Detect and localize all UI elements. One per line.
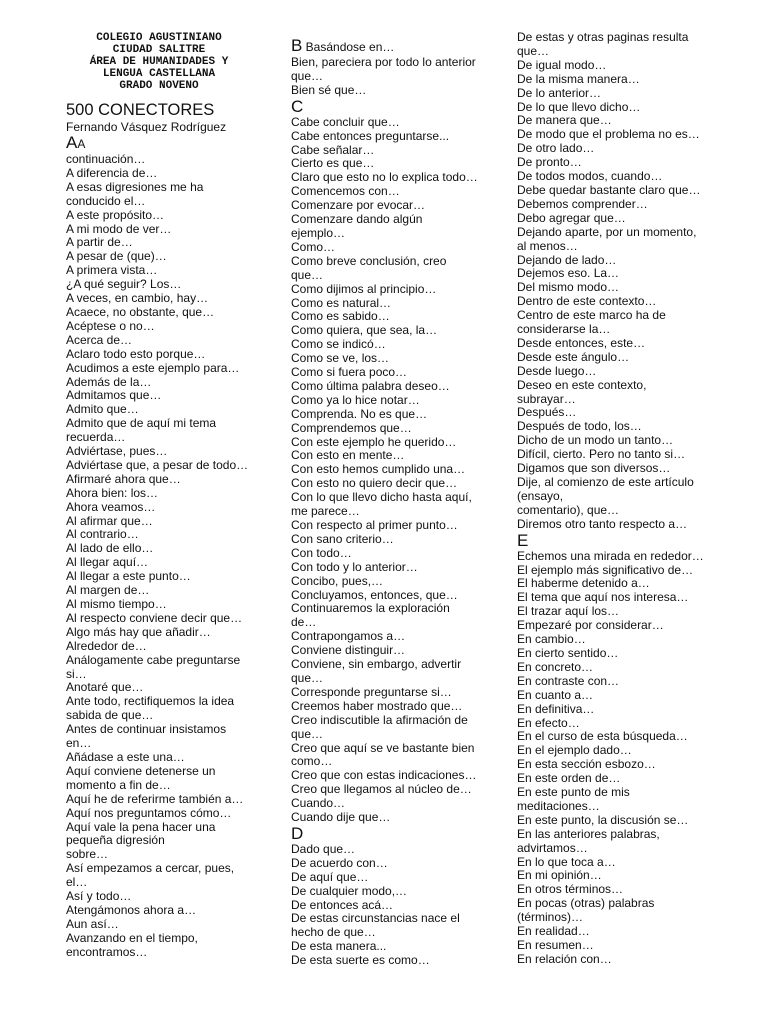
connector-item: Creo que con estas indicaciones… xyxy=(291,768,477,783)
connector-item: Dejando aparte, por un momento, xyxy=(517,224,697,239)
connector-item: Admitamos que… xyxy=(66,388,162,403)
connector-item: Digamos que son diversos… xyxy=(517,461,671,476)
school-header-line: COLEGIO AGUSTINIANO xyxy=(96,32,222,44)
connector-item: De otro lado… xyxy=(517,141,595,156)
connector-item: En el ejemplo dado… xyxy=(517,743,632,758)
connector-item: ¿A qué seguir? Los… xyxy=(66,277,182,292)
connector-item: Comencemos con… xyxy=(291,184,400,199)
connector-item: Como breve conclusión, creo xyxy=(291,253,447,268)
connector-item: encontramos… xyxy=(66,944,148,959)
connector-item: Con este ejemplo he querido… xyxy=(291,434,457,449)
connector-item: que… xyxy=(291,68,324,83)
connector-item: Como… xyxy=(291,239,336,254)
connector-item: de… xyxy=(291,615,317,630)
connector-item: Aquí vale la pena hacer una xyxy=(66,819,216,834)
connector-item: El haberme detenido a… xyxy=(517,576,650,591)
connector-item: Debe quedar bastante claro que… xyxy=(517,182,701,197)
connector-item: Comprenda. No es que… xyxy=(291,406,428,421)
connector-item: Echemos una mirada en rededor… xyxy=(517,548,704,563)
connector-item: Como ya lo hice notar… xyxy=(291,392,420,407)
connector-item: momento a fin de… xyxy=(66,777,171,792)
connector-item: meditaciones… xyxy=(517,798,600,813)
connector-item: conducido el… xyxy=(66,193,146,208)
connector-item: Centro de este marco ha de xyxy=(517,308,666,323)
connector-item: A pesar de (que)… xyxy=(66,249,167,264)
connector-item: Antes de continuar insistamos xyxy=(66,722,227,737)
connector-item: Con lo que llevo dicho hasta aquí, xyxy=(291,490,472,505)
section-letter-a xyxy=(66,134,266,153)
connector-item: De cualquier modo,… xyxy=(291,883,408,898)
connector-item: Avanzando en el tiempo, xyxy=(66,930,198,945)
document-title: 500 CONECTORES xyxy=(66,101,215,119)
connector-item: Adviértase, pues… xyxy=(66,444,168,459)
connector-item: En este punto de mis xyxy=(517,785,630,800)
connector-item: Bien sé que… xyxy=(291,82,367,97)
school-header-line: ÁREA DE HUMANIDADES Y xyxy=(89,56,229,68)
connector-item: Creemos haber mostrado que… xyxy=(291,698,463,713)
connector-item: Aclaro todo esto porque… xyxy=(66,346,206,361)
connector-item: Después de todo, los… xyxy=(517,419,642,434)
connector-item: Como es natural… xyxy=(291,295,392,310)
connector-item: que… xyxy=(517,43,550,58)
connector-item: Concluyamos, entonces, que… xyxy=(291,587,458,602)
connector-item: En este punto, la discusión se… xyxy=(517,812,689,827)
connector-item: Con respecto al primer punto… xyxy=(291,518,458,532)
connector-item: Aquí conviene detenerse un xyxy=(66,763,216,778)
connector-item: En resumen… xyxy=(517,938,594,952)
connector-item: A esas digresiones me ha xyxy=(66,179,204,194)
connector-item: Debemos comprender… xyxy=(517,196,648,211)
connector-item: Aquí he de referirme también a… xyxy=(66,791,244,806)
connector-item: A primera vista… xyxy=(66,263,158,278)
section-letter-e: E xyxy=(517,530,529,550)
connector-item: (ensayo, xyxy=(517,488,564,503)
connector-item: De lo que llevo dicho… xyxy=(517,99,641,114)
connector-item: El ejemplo más significativo de… xyxy=(517,562,694,577)
section-letter-b: B xyxy=(291,36,303,55)
connector-item: Algo más hay que añadir… xyxy=(66,624,211,639)
connector-item: En cambio… xyxy=(517,632,586,647)
school-header-line: CIUDAD SALITRE xyxy=(112,44,206,56)
connector-item: Comprendemos que… xyxy=(291,420,412,435)
connector-item: En pocas (otras) palabras xyxy=(517,896,655,911)
connector-item: En realidad… xyxy=(517,924,590,939)
connector-item: Difícil, cierto. Pero no tanto si… xyxy=(517,447,686,462)
connector-item: en… xyxy=(66,736,92,751)
connector-item: Como quiera, que sea, la… xyxy=(291,323,438,338)
connector-list-c xyxy=(291,116,491,825)
connector-item: Como es sabido… xyxy=(291,309,390,324)
connector-item: De estas circunstancias nace el xyxy=(291,911,460,926)
connector-item: En este orden de… xyxy=(517,771,621,786)
connector-item: El trazar aquí los… xyxy=(517,604,620,619)
connector-item: Con todo… xyxy=(291,545,352,560)
connector-item: sabida de que… xyxy=(66,708,154,723)
connector-item: Cabe concluir que… xyxy=(291,114,400,129)
connector-item: si… xyxy=(66,666,87,681)
connector-item: Conviene distinguir… xyxy=(291,643,406,658)
connector-item: Contrapongamos a… xyxy=(291,629,406,644)
connector-item: que… xyxy=(291,726,324,741)
connector-item: sobre… xyxy=(66,847,109,862)
section-letter-a-small: A xyxy=(77,137,86,151)
connector-item: Aun así… xyxy=(66,916,119,931)
connector-item: Con esto en mente… xyxy=(291,448,405,463)
connector-item: Como si fuera poco… xyxy=(291,365,408,380)
connector-item: Aquí nos preguntamos cómo… xyxy=(66,805,232,820)
connector-item: Cabe entonces preguntarse... xyxy=(291,128,450,143)
connector-list-d xyxy=(291,843,491,968)
connector-item: Al lado de ello… xyxy=(66,541,154,556)
connector-item: hecho de que… xyxy=(291,925,376,940)
connector-item: En esta sección esbozo… xyxy=(517,757,656,772)
connector-item: De estas y otras paginas resulta xyxy=(517,30,689,44)
section-letter-a-big: A xyxy=(66,133,78,152)
column-3 xyxy=(517,31,757,967)
connector-item: Cuando dije que… xyxy=(291,810,391,825)
connector-item: Comenzare por evocar… xyxy=(291,198,426,213)
connector-item: Atengámonos ahora a… xyxy=(66,902,197,917)
connector-list-b xyxy=(291,56,491,98)
connector-item: Del mismo modo… xyxy=(517,280,620,295)
connector-item: De pronto… xyxy=(517,155,582,170)
connector-item: Al contrario… xyxy=(66,527,139,542)
connector-item: Como se ve, los… xyxy=(291,351,390,366)
connector-item: Desde luego… xyxy=(517,363,597,378)
connector-item: En cuanto a… xyxy=(517,687,594,702)
connector-item: Debo agregar que… xyxy=(517,210,626,225)
connector-item: En otros términos… xyxy=(517,882,624,897)
connector-item: En concreto… xyxy=(517,659,594,674)
connector-item: Admito que de aquí mi tema xyxy=(66,416,217,431)
connector-item: me parece… xyxy=(291,504,360,519)
connector-item: A mi modo de ver… xyxy=(66,221,172,236)
connector-item: Adviértase que, a pesar de todo… xyxy=(66,457,249,472)
connector-item: Ahora veamos… xyxy=(66,499,156,514)
section-letter-d: D xyxy=(291,823,304,843)
connector-item: En las anteriores palabras, xyxy=(517,826,660,841)
connector-item: Acaece, no obstante, que… xyxy=(66,304,215,319)
connector-item: Dejemos eso. La… xyxy=(517,266,620,281)
connector-item: Acéptese o no… xyxy=(66,318,155,333)
connector-item: Creo indiscutible la afirmación de xyxy=(291,712,468,727)
connector-item: En definitiva… xyxy=(517,701,595,716)
connector-item: Dicho de un modo un tanto… xyxy=(517,433,674,448)
connector-item: Al mismo tiempo… xyxy=(66,597,167,611)
connector-item: Basándose en… xyxy=(302,40,395,54)
connector-item: De manera que… xyxy=(517,113,612,128)
connector-item: Ante todo, rectifiquemos la idea xyxy=(66,694,235,709)
connector-item: Con esto hemos cumplido una… xyxy=(291,462,466,477)
connector-item: Conviene, sin embargo, advertir xyxy=(291,657,462,672)
connector-item: En efecto… xyxy=(517,715,580,730)
connector-item: En contraste con… xyxy=(517,673,620,688)
connector-item: A este propósito… xyxy=(66,207,165,222)
connector-item: Ahora bien: los… xyxy=(66,485,159,500)
connector-list-a xyxy=(66,153,266,960)
connector-item: Dentro de este contexto… xyxy=(517,294,657,309)
connector-item: Después… xyxy=(517,405,577,420)
connector-item: Concibo, pues,… xyxy=(291,573,384,588)
connector-item: Admito que… xyxy=(66,402,139,417)
connector-item: el… xyxy=(66,875,88,890)
connector-item: Así empezamos a cercar, pues, xyxy=(66,861,235,876)
school-header-line: LENGUA CASTELLANA xyxy=(102,68,216,80)
connector-item: Dije, al comienzo de este artículo xyxy=(517,475,694,489)
connector-item: De igual modo… xyxy=(517,57,607,72)
connector-item: Al afirmar que… xyxy=(66,513,153,528)
connector-item: A diferencia de… xyxy=(66,165,158,180)
connector-item: Al llegar aquí… xyxy=(66,555,149,570)
connector-item: que… xyxy=(291,267,324,282)
connector-item: Con sano criterio… xyxy=(291,531,394,546)
connector-item: Con todo y lo anterior… xyxy=(291,559,418,574)
connector-item: Cuando… xyxy=(291,796,346,811)
connector-item: Creo que aquí se ve bastante bien xyxy=(291,740,475,755)
connector-item: Continuaremos la exploración xyxy=(291,601,450,616)
connector-item: Diremos otro tanto respecto a… xyxy=(517,516,688,531)
school-header xyxy=(66,32,266,92)
column-1 xyxy=(66,32,266,960)
section-letter-c: C xyxy=(291,96,304,116)
connector-item: Desde entonces, este… xyxy=(517,335,646,350)
connector-item: continuación… xyxy=(66,152,146,166)
connector-item: subrayar… xyxy=(517,391,576,406)
connector-item: De esta suerte es como… xyxy=(291,953,430,968)
connector-item: al menos… xyxy=(517,238,578,253)
connector-item: comentario), que… xyxy=(517,502,620,517)
connector-item: Deseo en este contexto, xyxy=(517,377,647,392)
connector-item: De entonces acá… xyxy=(291,897,394,912)
column-2 xyxy=(291,36,491,968)
connector-list-d-continued xyxy=(517,31,757,532)
connector-item: Cabe señalar… xyxy=(291,142,375,157)
connector-item: ejemplo… xyxy=(291,225,346,240)
connector-item: De aquí que… xyxy=(291,869,369,884)
connector-item: Así y todo… xyxy=(66,889,132,904)
connector-item: De modo que el problema no es… xyxy=(517,127,700,142)
connector-item: En relación con… xyxy=(517,951,612,966)
connector-item: Alrededor de… xyxy=(66,638,147,653)
connector-item: Anotaré que… xyxy=(66,680,144,695)
connector-item: recuerda… xyxy=(66,430,126,445)
connector-item: Dado que… xyxy=(291,841,356,856)
connector-item: El tema que aquí nos interesa… xyxy=(517,590,689,605)
connector-item: como… xyxy=(291,754,333,769)
connector-item: Bien, pareciera por todo lo anterior xyxy=(291,55,476,69)
connector-item: Añádase a este una… xyxy=(66,749,185,764)
connector-item: Como última palabra deseo… xyxy=(291,378,450,393)
connector-item: Como dijimos al principio… xyxy=(291,281,437,296)
connector-item: Además de la… xyxy=(66,374,152,389)
connector-item: De lo anterior… xyxy=(517,85,602,100)
connector-item: Corresponde preguntarse si… xyxy=(291,684,452,699)
connector-item: Como se indicó… xyxy=(291,337,386,352)
connector-item: Al respecto conviene decir que… xyxy=(66,610,243,625)
connector-item: pequeña digresión xyxy=(66,833,165,848)
connector-item: Creo que llegamos al núcleo de… xyxy=(291,782,472,797)
connector-item: Claro que esto no lo explica todo… xyxy=(291,170,478,185)
connector-item: De acuerdo con… xyxy=(291,855,388,870)
connector-item: En cierto sentido… xyxy=(517,645,619,660)
connector-item: Acerca de… xyxy=(66,332,133,347)
connector-item: Con esto no quiero decir que… xyxy=(291,476,458,491)
connector-item: (términos)… xyxy=(517,910,584,925)
connector-item: De la misma manera… xyxy=(517,71,640,86)
connector-item: Empezaré por considerar… xyxy=(517,618,664,633)
connector-item: Dejando de lado… xyxy=(517,252,617,267)
connector-item: A partir de… xyxy=(66,235,133,250)
document-author: Fernando Vásquez Rodríguez xyxy=(66,120,227,134)
connector-item: A veces, en cambio, hay… xyxy=(66,291,209,306)
section-b-first-line xyxy=(291,36,491,56)
connector-item: Afirmaré ahora que… xyxy=(66,471,181,486)
connector-item: Análogamente cabe preguntarse xyxy=(66,652,241,667)
connector-item: En lo que toca a… xyxy=(517,854,616,869)
connector-item: En mi opinión… xyxy=(517,868,602,883)
school-header-line: GRADO NOVENO xyxy=(119,80,199,92)
connector-item: Acudimos a este ejemplo para… xyxy=(66,360,240,375)
connector-list-e xyxy=(517,550,757,967)
connector-item: Desde este ángulo… xyxy=(517,349,630,364)
connector-item: Comenzare dando algún xyxy=(291,212,423,227)
connector-item: considerarse la… xyxy=(517,322,611,337)
connector-item: Al margen de… xyxy=(66,583,150,598)
connector-item: En el curso de esta búsqueda… xyxy=(517,729,688,744)
connector-item: De todos modos, cuando… xyxy=(517,169,663,184)
connector-item: De esta manera... xyxy=(291,939,387,954)
connector-item: Al llegar a este punto… xyxy=(66,569,191,584)
connector-item: Cierto es que… xyxy=(291,156,375,171)
connector-item: advirtamos… xyxy=(517,840,588,855)
connector-item: que… xyxy=(291,670,324,685)
